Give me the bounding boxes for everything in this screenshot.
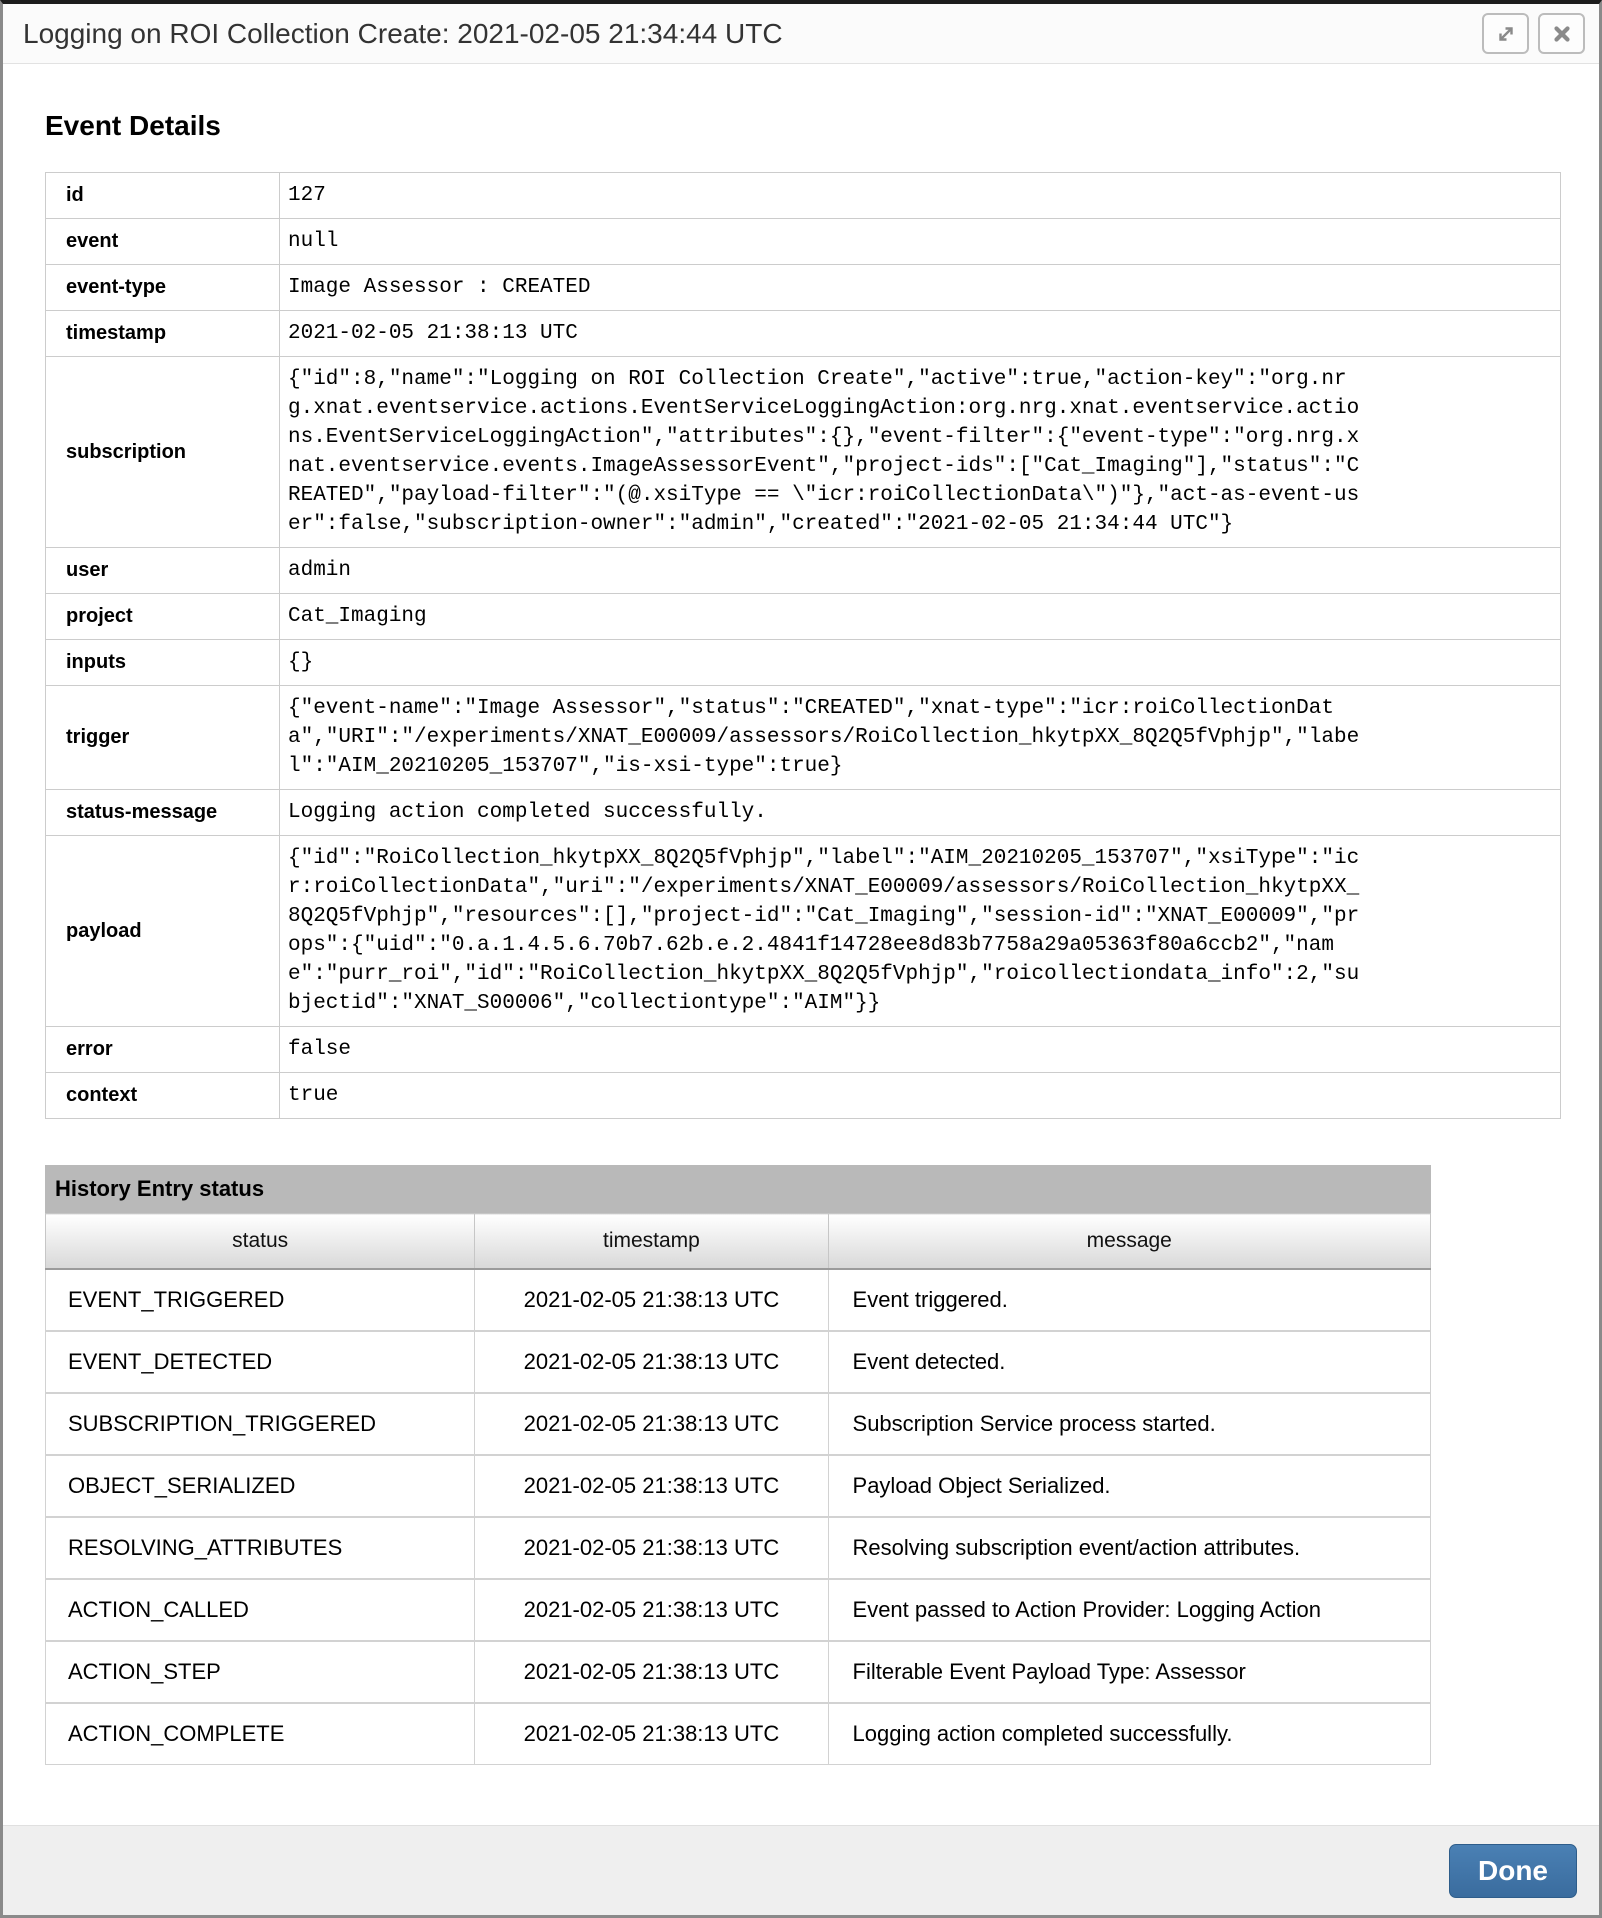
history-message: Event passed to Action Provider: Logging Action [828,1579,1430,1641]
event-detail-label: status-message [46,790,280,836]
history-status: ACTION_STEP [46,1641,475,1703]
event-detail-label: event [46,219,280,265]
event-detail-value: admin [280,548,1561,594]
event-detail-row [46,173,1561,219]
history-message: Subscription Service process started. [828,1393,1430,1455]
event-details-body [46,173,1561,1119]
history-timestamp: 2021-02-05 21:38:13 UTC [475,1331,828,1393]
history-message: Payload Object Serialized. [828,1455,1430,1517]
history-row [46,1703,1431,1765]
dialog-titlebar [3,4,1599,64]
close-x-icon [1551,23,1573,45]
event-detail-value: {"event-name":"Image Assessor","status":"CREATED","xnat-type":"icr:roiCollectionData","URI":"/experiments/XNAT_E00009/assessors/RoiCollection_hkytpXX_8Q2Q5fVphjp","label":"AIM_20210205_153707","is-xsi-type":true} [280,686,1561,790]
history-status: ACTION_CALLED [46,1579,475,1641]
history-timestamp: 2021-02-05 21:38:13 UTC [475,1703,828,1765]
event-detail-label: timestamp [46,311,280,357]
history-row [46,1331,1431,1393]
event-detail-value: {"id":8,"name":"Logging on ROI Collection Create","active":true,"action-key":"org.nrg.xnat.eventservice.actions.EventServiceLoggingAction:org.nrg.xnat.eventservice.actions.EventServiceLoggingAction","attributes":{},"event-filter":{"event-type":"org.nrg.xnat.eventservice.events.ImageAssessorEvent","project-ids":["Cat_Imaging"],"status":"CREATED","payload-filter":"(@.xsiType == \"icr:roiCollectionData\")"},"act-as-event-user":false,"subscription-owner":"admin","created":"2021-02-05 21:34:44 UTC"} [280,357,1561,548]
dialog-title: Logging on ROI Collection Create: 2021-02-05 21:34:44 UTC [23,17,783,49]
done-button[interactable]: Done [1449,1844,1577,1898]
event-detail-value: false [280,1027,1561,1073]
event-detail-value: 2021-02-05 21:38:13 UTC [280,311,1561,357]
event-detail-label: user [46,548,280,594]
dialog-footer [3,1825,1599,1915]
event-detail-value: {} [280,640,1561,686]
expand-dialog-button[interactable] [1482,13,1529,54]
history-row [46,1269,1431,1331]
history-message: Filterable Event Payload Type: Assessor [828,1641,1430,1703]
event-detail-label: event-type [46,265,280,311]
history-header-row [46,1214,1431,1270]
history-status: EVENT_TRIGGERED [46,1269,475,1331]
event-detail-label: trigger [46,686,280,790]
history-status: ACTION_COMPLETE [46,1703,475,1765]
history-status: OBJECT_SERIALIZED [46,1455,475,1517]
history-status: RESOLVING_ATTRIBUTES [46,1517,475,1579]
event-detail-row [46,1073,1561,1119]
event-detail-row [46,594,1561,640]
event-detail-row [46,311,1561,357]
history-message: Event detected. [828,1331,1430,1393]
event-detail-row [46,548,1561,594]
history-table [45,1213,1431,1765]
history-timestamp: 2021-02-05 21:38:13 UTC [475,1455,828,1517]
event-detail-value: Cat_Imaging [280,594,1561,640]
event-detail-label: id [46,173,280,219]
history-message: Event triggered. [828,1269,1430,1331]
history-status: SUBSCRIPTION_TRIGGERED [46,1393,475,1455]
history-status: EVENT_DETECTED [46,1331,475,1393]
history-timestamp: 2021-02-05 21:38:13 UTC [475,1579,828,1641]
event-detail-label: payload [46,836,280,1027]
history-timestamp: 2021-02-05 21:38:13 UTC [475,1641,828,1703]
event-detail-value: 127 [280,173,1561,219]
history-row [46,1517,1431,1579]
history-section [45,1165,1431,1765]
event-detail-value: null [280,219,1561,265]
event-detail-label: project [46,594,280,640]
event-details-table [45,172,1561,1119]
history-timestamp: 2021-02-05 21:38:13 UTC [475,1393,828,1455]
history-timestamp: 2021-02-05 21:38:13 UTC [475,1517,828,1579]
event-detail-value: Image Assessor : CREATED [280,265,1561,311]
event-detail-row [46,357,1561,548]
history-row [46,1455,1431,1517]
history-body [46,1269,1431,1765]
history-message: Logging action completed successfully. [828,1703,1430,1765]
event-detail-value: Logging action completed successfully. [280,790,1561,836]
event-detail-label: context [46,1073,280,1119]
event-details-heading: Event Details [45,110,221,141]
history-timestamp: 2021-02-05 21:38:13 UTC [475,1269,828,1331]
history-heading: History Entry status [45,1165,1431,1213]
history-message: Resolving subscription event/action attributes. [828,1517,1430,1579]
event-detail-value: true [280,1073,1561,1119]
history-column-header: message [828,1214,1430,1270]
event-detail-row [46,836,1561,1027]
event-detail-row [46,1027,1561,1073]
history-column-header: timestamp [475,1214,828,1270]
event-detail-value: {"id":"RoiCollection_hkytpXX_8Q2Q5fVphjp","label":"AIM_20210205_153707","xsiType":"icr:roiCollectionData","uri":"/experiments/XNAT_E00009/assessors/RoiCollection_hkytpXX_8Q2Q5fVphjp","resources":[],"project-id":"Cat_Imaging","session-id":"XNAT_E00009","props":{"uid":"0.a.1.4.5.6.70b7.62b.e.2.4841f14728ee8d83b7758a29a05363f80a6ccb2","name":"purr_roi","id":"RoiCollection_hkytpXX_8Q2Q5fVphjp","roicollectiondata_info":2,"subjectid":"XNAT_S00006","collectiontype":"AIM"}} [280,836,1561,1027]
history-row [46,1579,1431,1641]
event-detail-label: subscription [46,357,280,548]
event-detail-row [46,686,1561,790]
event-detail-row [46,790,1561,836]
dialog-content [3,64,1599,1825]
close-dialog-button[interactable] [1538,13,1585,54]
history-row [46,1641,1431,1703]
expand-diagonal-arrows-icon [1494,22,1518,46]
history-row [46,1393,1431,1455]
event-detail-row [46,640,1561,686]
event-detail-label: inputs [46,640,280,686]
event-detail-row [46,265,1561,311]
event-detail-row [46,219,1561,265]
history-column-header: status [46,1214,475,1270]
event-detail-label: error [46,1027,280,1073]
